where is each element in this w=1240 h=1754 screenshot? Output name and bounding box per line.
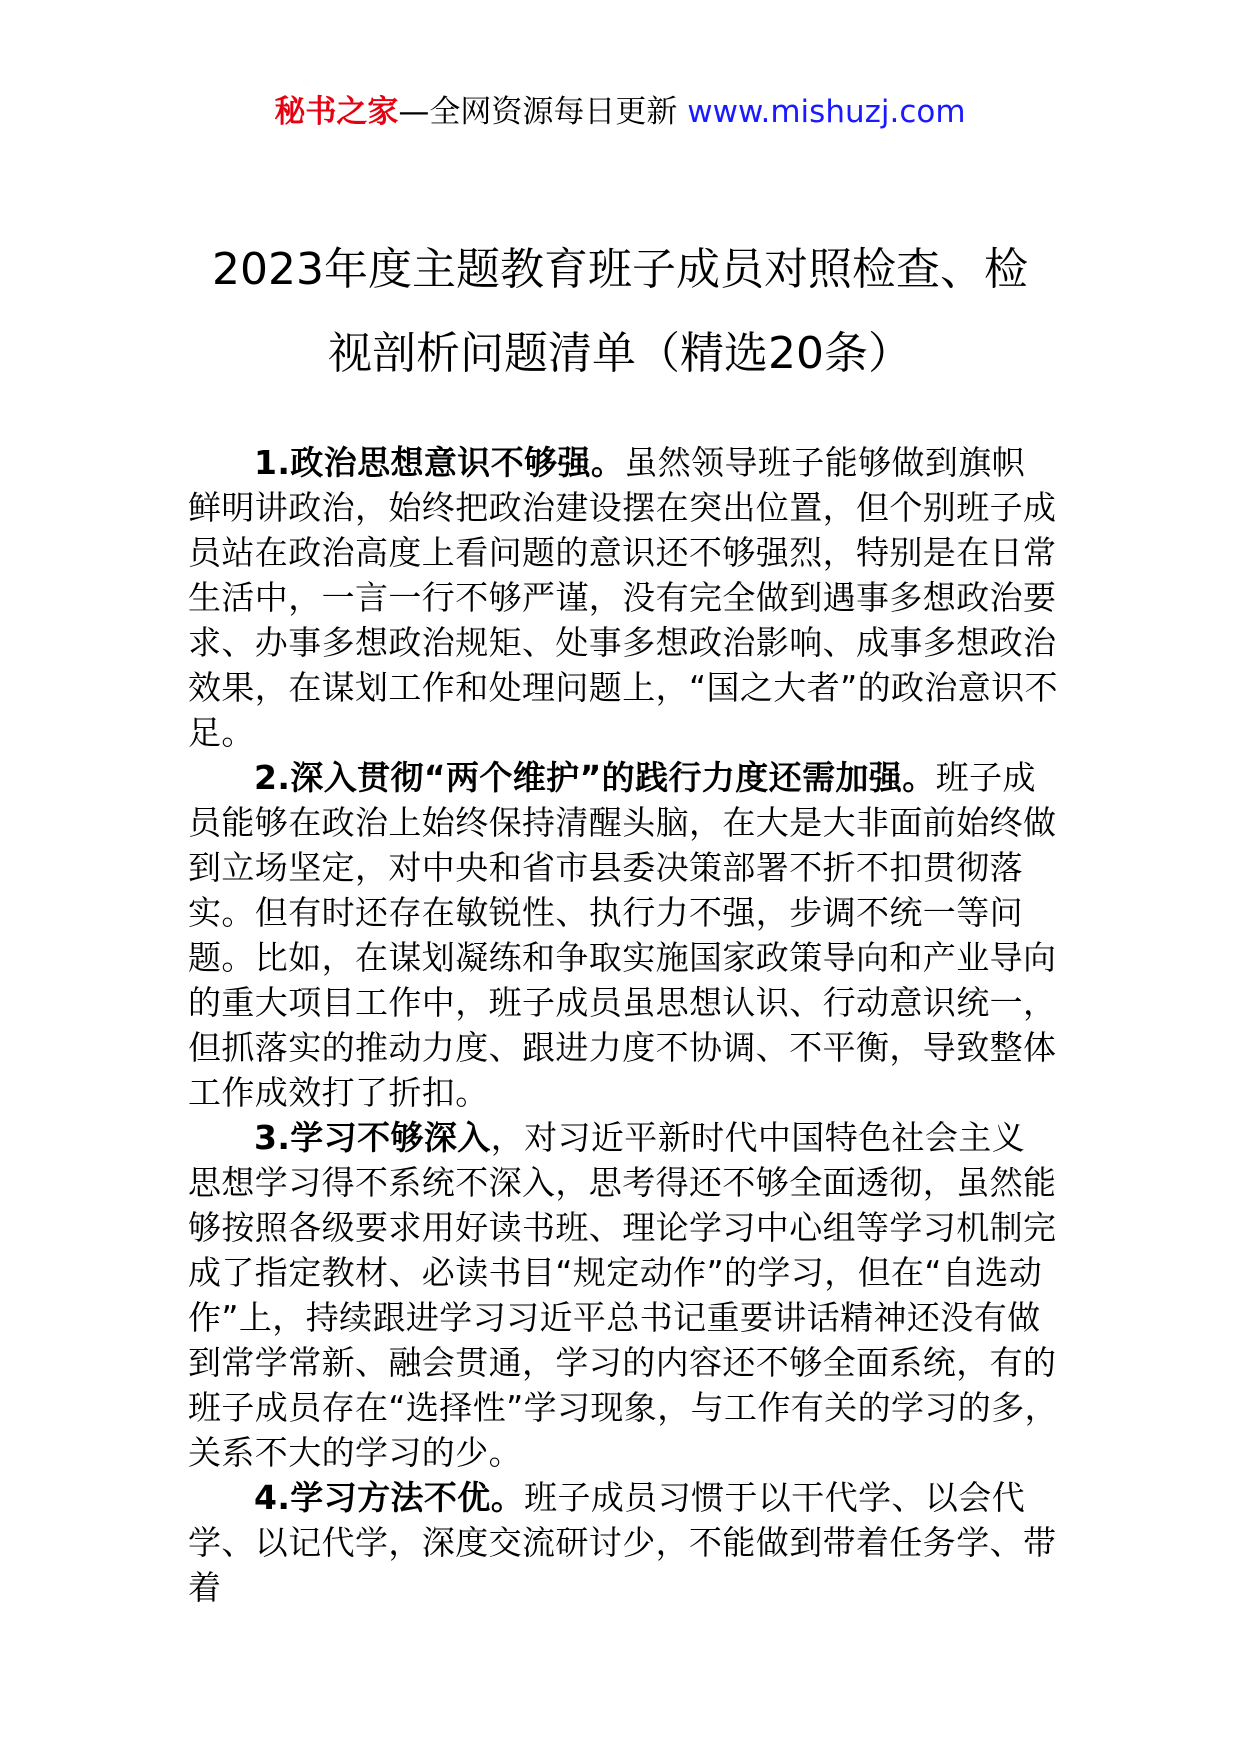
site-name: 秘书之家: [274, 94, 399, 130]
document-body: [188, 440, 1058, 1610]
item-body: ，对习近平新时代中国特色社会主义思想学习得不系统不深入，思考得还不够全面透彻，虽然能够按照各级要求用好读书班、理论学习中心组等学习机制完成了指定教材、必读书目“规定动作”的学习，但在“自选动作”上，持续跟进学习习近平总书记重要讲话精神还没有做到常学常新、融会贯通，学习的内容还不够全面系统，有的班子成员存在“选择性”学习现象，与工作有关的学习的多，关系不大的学习的少。: [188, 1118, 1058, 1472]
item-body: 虽然领导班子能够做到旗帜鲜明讲政治，始终把政治建设摆在突出位置，但个别班子成员站在政治高度上看问题的意识还不够强烈，特别是在日常生活中，一言一行不够严谨，没有完全做到遇事多想政治要求、办事多想政治规矩、处事多想政治影响、成事多想政治效果，在谋划工作和处理问题上，“国之大者”的政治意识不足。: [188, 443, 1058, 752]
document-title: [150, 228, 1090, 396]
site-url-link[interactable]: www.mishuzj.com: [687, 94, 966, 130]
item-body: 班子成员习惯于以干代学、以会代学、以记代学，深度交流研讨少，不能做到带着任务学、带着: [188, 1478, 1057, 1607]
list-item: [188, 440, 1058, 755]
list-item: [188, 1115, 1058, 1475]
list-item: [188, 755, 1058, 1115]
page-header: [0, 92, 1240, 132]
item-heading: 4.学习方法不优。: [254, 1478, 525, 1517]
list-item: [188, 1475, 1058, 1610]
title-line-1: 2023年度主题教育班子成员对照检查、检: [212, 244, 1028, 295]
site-slogan: —全网资源每日更新: [398, 94, 688, 130]
item-heading: 1.政治思想意识不够强。: [254, 443, 625, 482]
item-body: 班子成员能够在政治上始终保持清醒头脑，在大是大非面前始终做到立场坚定，对中央和省市县委决策部署不折不扣贯彻落实。但有时还存在敏锐性、执行力不强，步调不统一等问题。比如，在谋划凝练和争取实施国家政策导向和产业导向的重大项目工作中，班子成员虽思想认识、行动意识统一，但抓落实的推动力度、跟进力度不协调、不平衡，导致整体工作成效打了折扣。: [188, 758, 1057, 1112]
title-line-2: 视剖析问题清单（精选20条）: [328, 328, 912, 379]
item-heading: 3.学习不够深入: [254, 1118, 491, 1157]
item-heading: 2.深入贯彻“两个维护”的践行力度还需加强。: [254, 758, 936, 797]
